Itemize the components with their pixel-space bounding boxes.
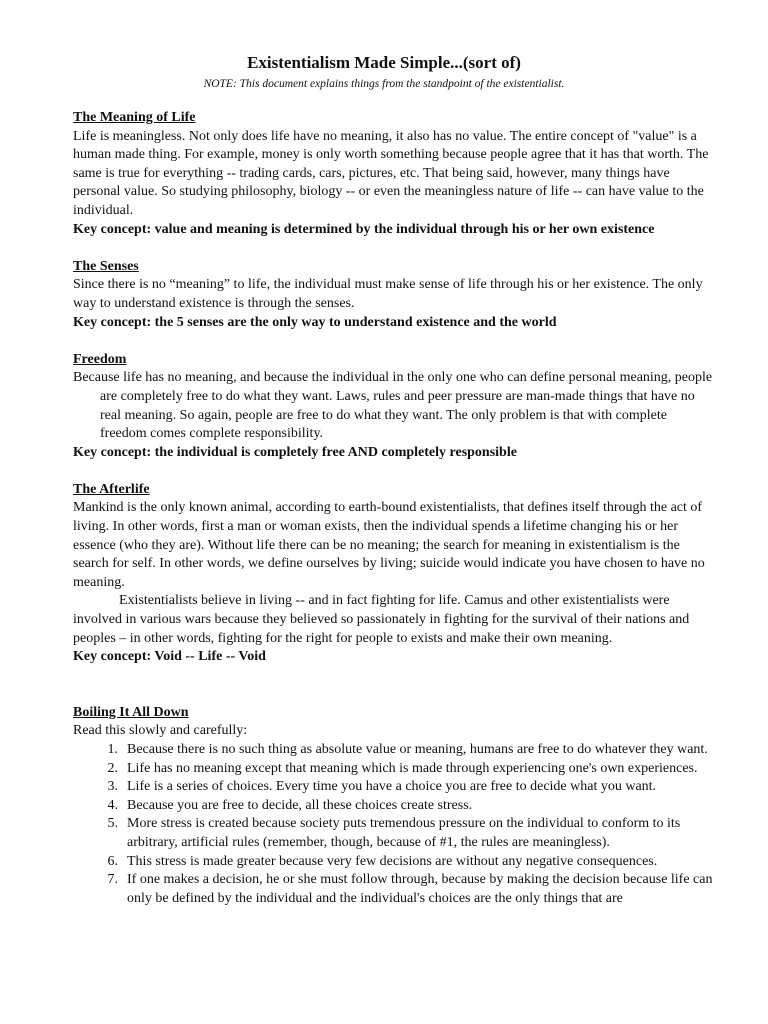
section-meaning-of-life (73, 109, 713, 239)
section-paragraph: Mankind is the only known animal, according to earth-bound existentialists, that defines itself through the act of living. In other words, first a man or woman exists, then the individual spends a lifetime changing his or her essence (who they are). Without life there can be no meaning; the search for meaning in existentialism is the search for self. In other words, we define ourselves by living; suicide would indicate you have chosen to have no meaning. (73, 500, 705, 590)
list-item (73, 797, 713, 816)
key-concept: Key concept: value and meaning is determined by the individual through his or her own existence (73, 221, 655, 237)
list-item (73, 760, 713, 779)
section-heading: The Senses (73, 258, 139, 274)
section-paragraph: Existentialists believe in living -- and in fact fighting for life. Camus and other existentialists were involved in various wars because they believed so passionately in fighting for the survival of their nations and peoples – in other words, fighting for the right for people to exists and make their own meaning. (73, 593, 690, 646)
key-concept: Key concept: the 5 senses are the only way to understand existence and the world (73, 314, 557, 330)
section-paragraph: Because life has no meaning, and because the individual in the only one who can define personal meaning, people are completely free to do what they want. Laws, rules and peer pressure are man-made things that have no real meaning. So again, people are free to do what they want. The only problem is that with complete freedom comes complete responsibility. (73, 370, 713, 442)
section-paragraph: Life is meaningless. Not only does life have no meaning, it also has no value. The entire concept of "value" is a human made thing. For example, money is only worth something because people agree that it has that worth. The same is true for everything -- trading cards, cars, pictures, etc. That being said, however, many things have personal value. So studying philosophy, biology -- or even the meaningless nature of life -- can have value to the individual. (73, 128, 709, 218)
list-item-text: If one makes a decision, he or she must follow through, because by making the decision because life can only be defined by the individual and the individual's choices are the only things that are (127, 872, 713, 906)
section-freedom (73, 351, 713, 463)
section-heading: The Afterlife (73, 481, 150, 497)
list-item-text: This stress is made greater because very few decisions are without any negative consequences. (127, 853, 658, 869)
key-concept: Key concept: the individual is completely free AND completely responsible (73, 444, 517, 460)
list-item (73, 871, 713, 908)
section-afterlife (73, 481, 713, 667)
list-item (73, 815, 713, 852)
list-item (73, 778, 713, 797)
numbered-list (73, 741, 713, 908)
list-item (73, 853, 713, 872)
list-item (73, 741, 713, 760)
list-item-text: Because you are free to decide, all these choices create stress. (127, 797, 473, 813)
document-title: Existentialism Made Simple...(sort of) (247, 53, 521, 72)
section-intro: Read this slowly and carefully: (73, 723, 248, 739)
section-boiling-it-all-down (73, 704, 713, 909)
list-item-number: 6. (107, 853, 118, 869)
section-heading: Boiling It All Down (73, 704, 189, 720)
list-item-number: 1. (107, 742, 118, 757)
key-concept: Key concept: Void -- Life -- Void (73, 649, 266, 665)
list-item-number: 2. (107, 760, 118, 776)
list-item-text: More stress is created because society puts tremendous pressure on the individual to conform to its arbitrary, artificial rules (remember, though, because of #1, the rules are meaningless). (127, 816, 681, 850)
section-paragraph: Since there is no “meaning” to life, the individual must make sense of life through his or her existence. The only way to understand existence is through the senses. (73, 277, 703, 311)
section-heading: Freedom (73, 351, 127, 367)
list-item-text: Because there is no such thing as absolute value or meaning, humans are free to do whatever they want. (127, 742, 708, 757)
list-item-number: 5. (107, 816, 118, 832)
list-item-number: 7. (107, 872, 118, 888)
list-item-number: 4. (107, 797, 118, 813)
list-item-number: 3. (107, 779, 118, 795)
list-item-text: Life has no meaning except that meaning which is made through experiencing one's own experiences. (127, 760, 698, 776)
section-senses (73, 258, 713, 332)
document-body (73, 109, 713, 908)
list-item-text: Life is a series of choices. Every time you have a choice you are free to decide what you want. (127, 779, 657, 795)
document-note: NOTE: This document explains things from the standpoint of the existentialist. (203, 78, 565, 90)
section-heading: The Meaning of Life (73, 110, 196, 125)
